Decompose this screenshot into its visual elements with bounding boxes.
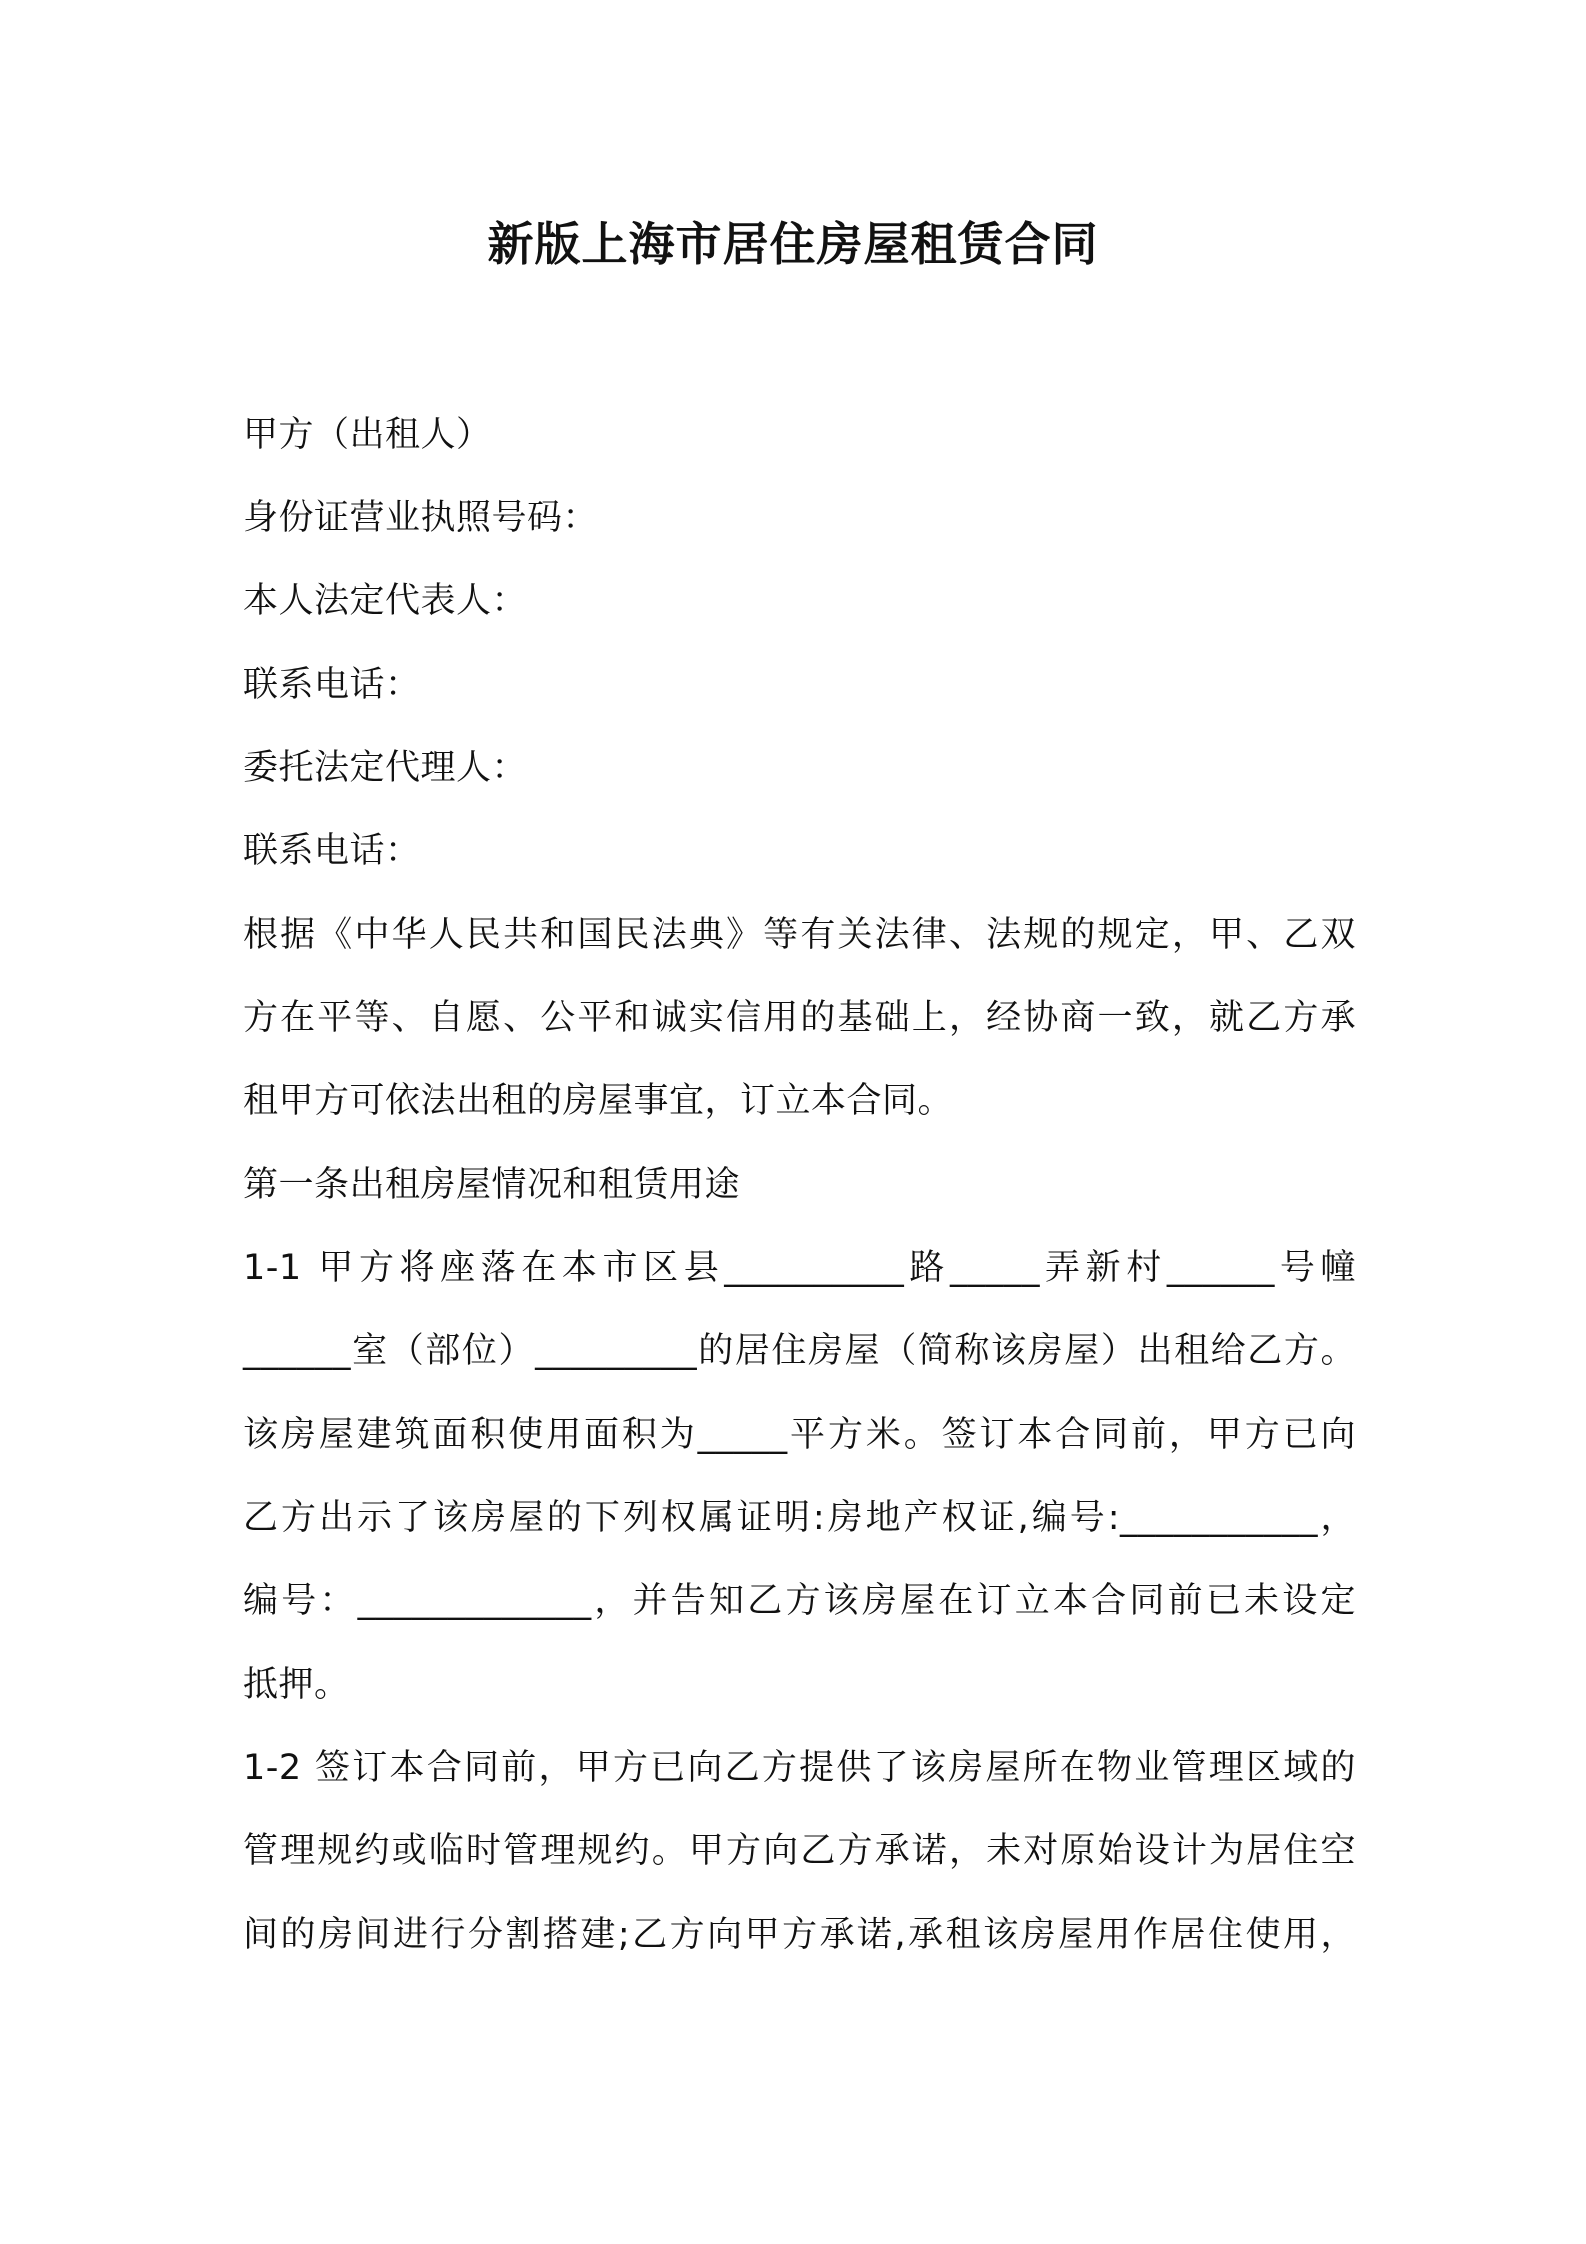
clause-1-2-line: 间的房间进行分割搭建;乙方向甲方承诺,承租该房屋用作居住使用，: [243, 1915, 1356, 1955]
clause-1-1-line: 该房屋建筑面积使用面积为_____平方米。签订本合同前，甲方已向: [243, 1415, 1356, 1455]
clause-1-2-line: 管理规约或临时管理规约。甲方向乙方承诺，未对原始设计为居住空: [243, 1831, 1356, 1871]
preamble-line: 方在平等、自愿、公平和诚实信用的基础上，经协商一致，就乙方承: [243, 998, 1356, 1038]
party-a-agent-phone: 联系电话：: [243, 831, 421, 871]
document-title: 新版上海市居住房屋租赁合同: [487, 217, 1099, 271]
clause-1-2-line: 1-2 签订本合同前，甲方已向乙方提供了该房屋所在物业管理区域的: [243, 1748, 1356, 1788]
party-a-id-number: 身份证营业执照号码：: [243, 498, 599, 538]
party-a-lessor: 甲方（出租人）: [243, 415, 492, 455]
article-1-heading: 第一条出租房屋情况和租赁用途: [243, 1165, 741, 1205]
preamble-line: 根据《中华人民共和国民法典》等有关法律、法规的规定，甲、乙双: [243, 915, 1356, 955]
clause-1-1-line: 1-1 甲方将座落在本市区县__________路_____弄新村______号幢: [243, 1248, 1356, 1288]
clause-1-1-line: ______室（部位）_________的居住房屋（简称该房屋）出租给乙方。: [243, 1331, 1356, 1371]
clause-1-1-line: 乙方出示了该房屋的下列权属证明:房地产权证,编号:___________，: [243, 1498, 1356, 1538]
party-a-phone: 联系电话：: [243, 665, 421, 705]
party-a-agent: 委托法定代理人：: [243, 748, 528, 788]
party-a-legal-representative: 本人法定代表人：: [243, 581, 528, 621]
clause-1-1-line: 编号：_____________，并告知乙方该房屋在订立本合同前已未设定: [243, 1581, 1356, 1621]
preamble-line: 租甲方可依法出租的房屋事宜，订立本合同。: [243, 1081, 954, 1121]
clause-1-1-line: 抵押。: [243, 1665, 350, 1705]
